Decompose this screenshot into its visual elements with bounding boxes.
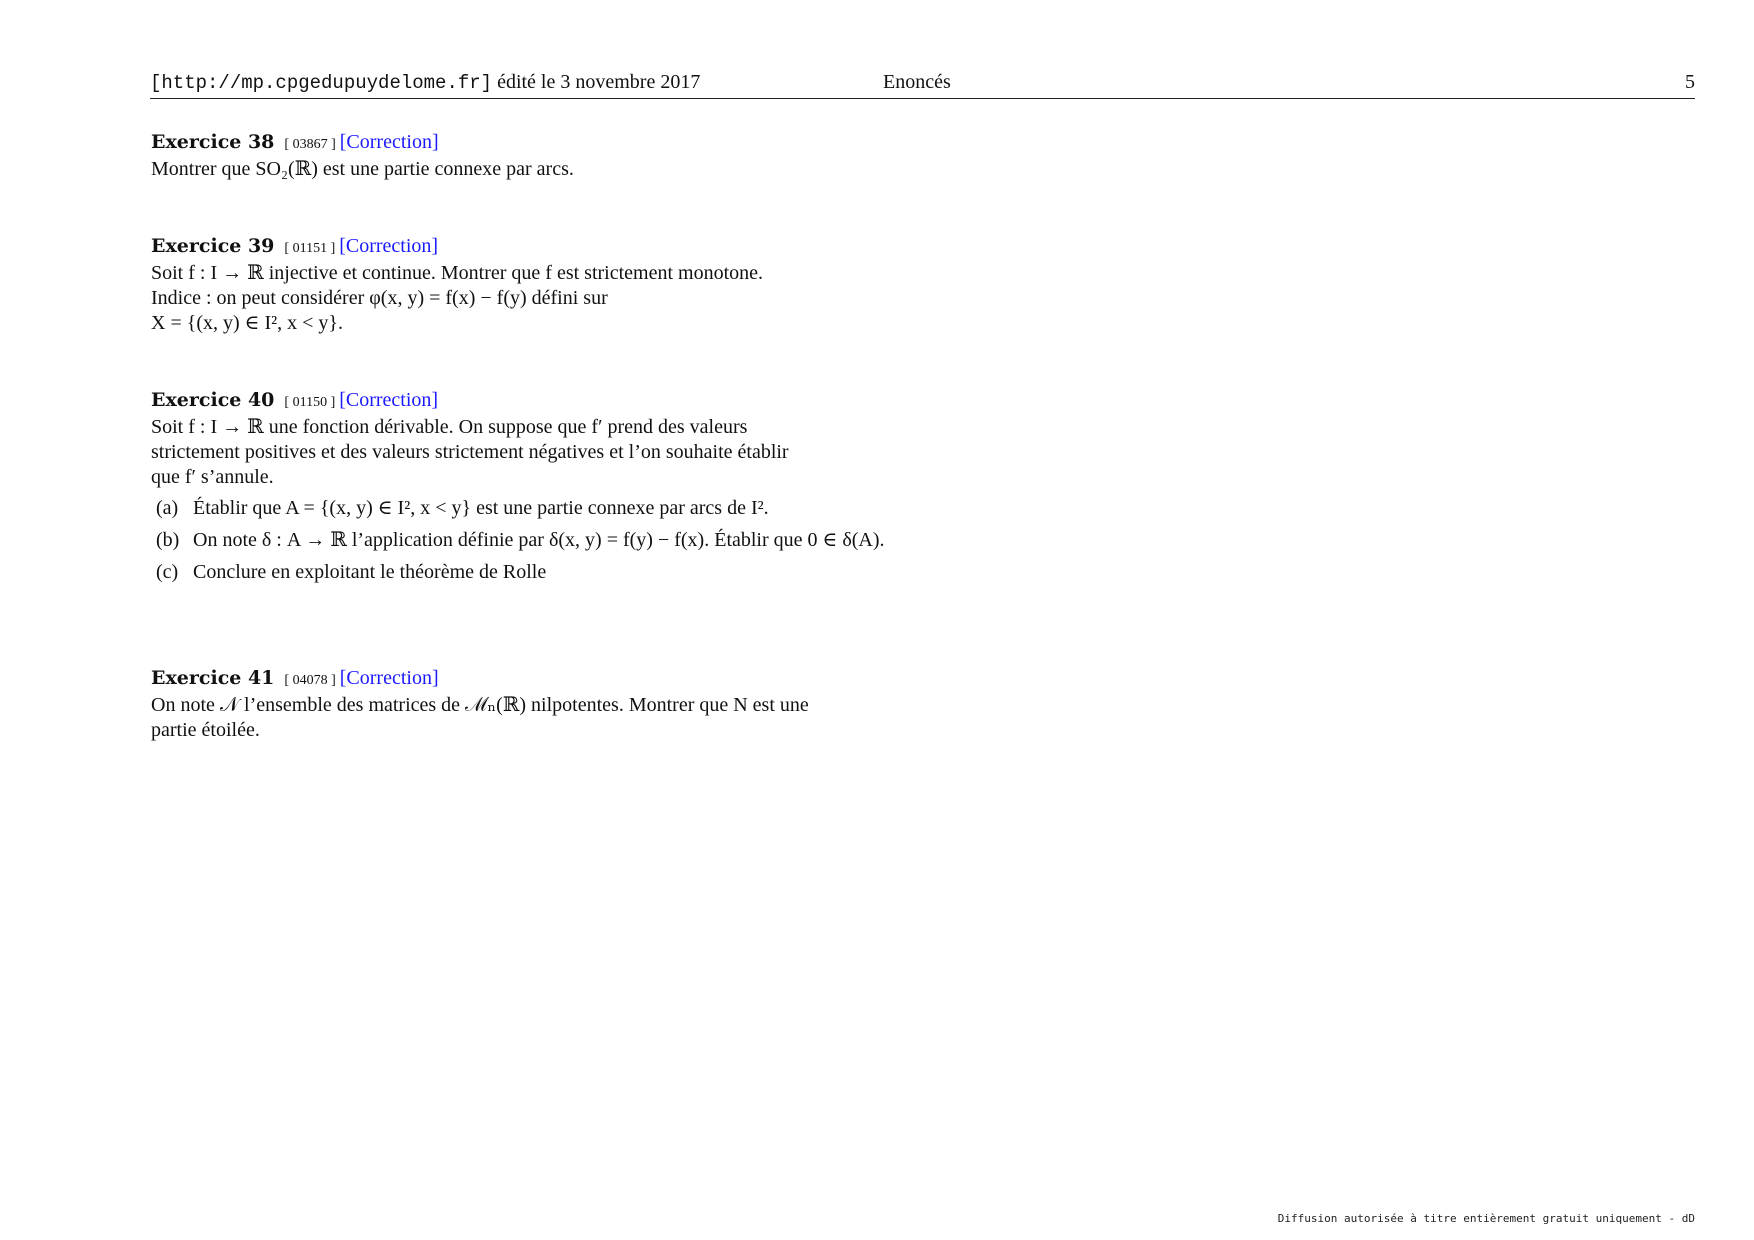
- exercise-text-line: X = {(x, y) ∈ I², x < y}.: [151, 312, 343, 334]
- exercise-heading: [151, 130, 574, 157]
- exercise-title: Exercice 40: [151, 389, 275, 411]
- exercise-text-line: partie étoilée.: [151, 719, 260, 741]
- question-text: Conclure en exploitant le théorème de Rolle: [193, 561, 547, 583]
- question-label: (b): [156, 529, 180, 551]
- header-section: Enoncés: [883, 71, 951, 93]
- exercise-text-line: Soit f : I → ℝ une fonction dérivable. On suppose que f′ prend des valeurs: [151, 416, 748, 438]
- correction-link[interactable]: [Correction]: [339, 131, 439, 153]
- question-text: Établir que A = {(x, y) ∈ I², x < y} est une partie connexe par arcs de I².: [193, 497, 769, 519]
- exercise-heading: [151, 666, 809, 693]
- exercise-title: Exercice 38: [151, 131, 275, 153]
- question-item: [151, 528, 885, 553]
- exercise-text-line: strictement positives et des valeurs strictement négatives et l’on souhaite établir: [151, 441, 789, 463]
- exercise-text-line: Soit f : I → ℝ injective et continue. Montrer que f est strictement monotone.: [151, 262, 764, 284]
- exercise-text-line: On note 𝒩 l’ensemble des matrices de ℳₙ(ℝ) nilpotentes. Montrer que N est une: [151, 694, 809, 716]
- header-left: [150, 71, 700, 94]
- question-item: [151, 560, 885, 585]
- exercise-title: Exercice 39: [151, 235, 275, 257]
- correction-link[interactable]: [Correction]: [339, 667, 439, 689]
- exercise-code: [ 01151 ]: [284, 241, 336, 256]
- exercise-code: [ 04078 ]: [284, 673, 336, 688]
- exercise-39: [151, 234, 763, 336]
- exercise-heading: [151, 234, 763, 261]
- exercise-code: [ 01150 ]: [284, 395, 336, 410]
- exercise-text-line: Montrer que SO₂(ℝ) est une partie connexe par arcs.: [151, 158, 574, 180]
- page-footer: Diffusion autorisée à titre entièrement gratuit uniquement - dD: [1277, 1212, 1695, 1225]
- exercise-38: [151, 130, 574, 182]
- page-number: 5: [1685, 71, 1695, 93]
- question-text: On note δ : A → ℝ l’application définie par δ(x, y) = f(y) − f(x). Établir que 0 ∈ δ(A).: [193, 529, 885, 551]
- question-list: [151, 496, 885, 585]
- question-item: [151, 496, 885, 521]
- correction-link[interactable]: [Correction]: [339, 389, 439, 411]
- header-url[interactable]: [http://mp.cpgedupuydelome.fr]: [150, 72, 493, 94]
- page-header: [150, 68, 1695, 99]
- exercise-41: [151, 666, 809, 743]
- exercise-text-line: que f′ s’annule.: [151, 466, 274, 488]
- question-label: (a): [156, 497, 179, 519]
- exercise-code: [ 03867 ]: [284, 137, 336, 152]
- question-label: (c): [156, 561, 179, 583]
- header-edited: édité le 3 novembre 2017: [497, 71, 701, 93]
- exercise-text-line: Indice : on peut considérer φ(x, y) = f(x) − f(y) défini sur: [151, 287, 608, 309]
- exercise-title: Exercice 41: [151, 667, 275, 689]
- correction-link[interactable]: [Correction]: [339, 235, 439, 257]
- exercise-heading: [151, 388, 885, 415]
- exercise-40: [151, 388, 885, 592]
